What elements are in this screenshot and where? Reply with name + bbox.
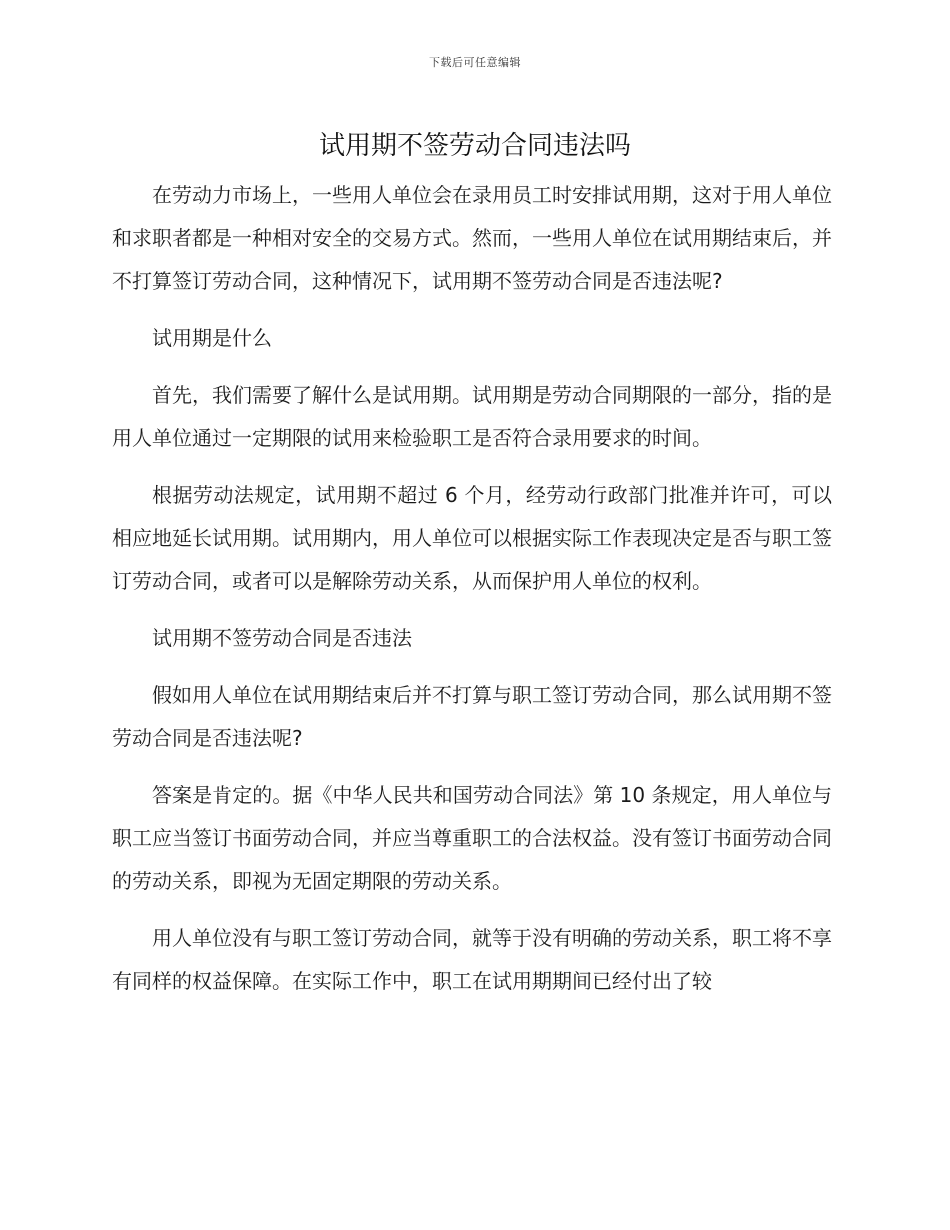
document-title: 试用期不签劳动合同违法吗 bbox=[318, 131, 631, 161]
paragraph-definition: 首先，我们需要了解什么是试用期。试用期是劳动合同期限的一部分，指的是用人单位通过一定期限的试用来检验职工是否符合录用要求的时间。 bbox=[112, 383, 832, 450]
document-body bbox=[112, 174, 832, 1017]
paragraph-labor-law: 根据劳动法规定，试用期不超过 6 个月，经劳动行政部门批准并许可，可以相应地延长试用期。试用期内，用人单位可以根据实际工作表现决定是否与职工签订劳动合同，或者可以是解除劳动关系，从而保护用人单位的权利。 bbox=[112, 483, 832, 593]
section-heading-is-it-illegal: 试用期不签劳动合同是否违法 bbox=[152, 626, 412, 650]
paragraph-answer: 答案是肯定的。据《中华人民共和国劳动合同法》第 10 条规定，用人单位与职工应当签订书面劳动合同，并应当尊重职工的合法权益。没有签订书面劳动合同的劳动关系，即视为无固定期限的劳动关系。 bbox=[112, 783, 832, 893]
paragraph-intro: 在劳动力市场上，一些用人单位会在录用员工时安排试用期，这对于用人单位和求职者都是一种相对安全的交易方式。然而，一些用人单位在试用期结束后，并不打算签订劳动合同，这种情况下，试用期不签劳动合同是否违法呢? bbox=[112, 183, 832, 293]
paragraph-question: 假如用人单位在试用期结束后并不打算与职工签订劳动合同，那么试用期不签劳动合同是否违法呢? bbox=[112, 683, 832, 750]
header-note: 下载后可任意编辑 bbox=[429, 56, 521, 69]
paragraph-consequence: 用人单位没有与职工签订劳动合同，就等于没有明确的劳动关系，职工将不享有同样的权益保障。在实际工作中，职工在试用期期间已经付出了较 bbox=[112, 926, 832, 993]
section-heading-what-is-probation: 试用期是什么 bbox=[152, 326, 272, 350]
